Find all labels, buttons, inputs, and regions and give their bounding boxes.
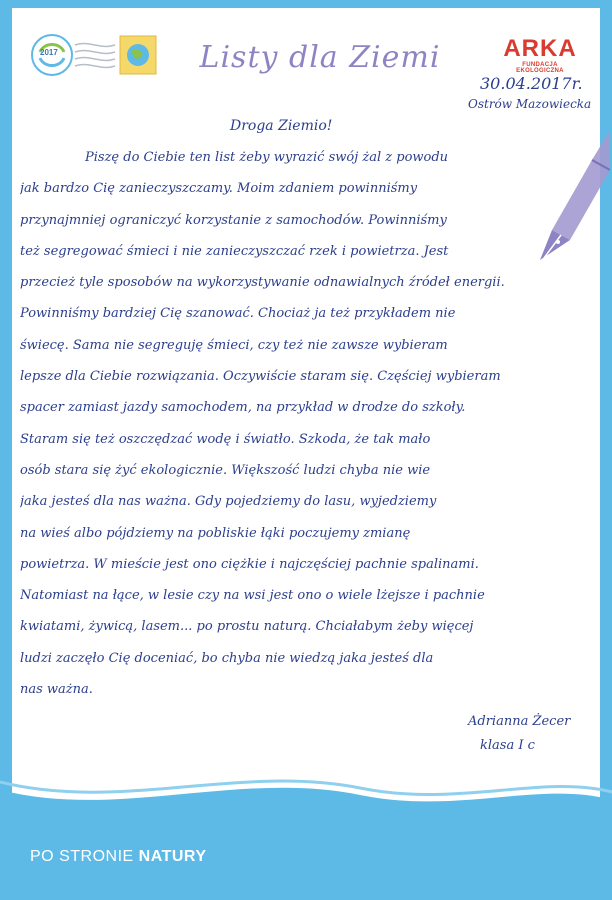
letter-line: Powinniśmy bardziej Cię szanować. Chociaż ja też przykładem nie — [20, 306, 456, 322]
letter-line: nas ważna. — [20, 682, 93, 698]
letter-line: też segregować śmieci i nie zanieczyszczać rzek i powietrza. Jest — [20, 243, 449, 259]
letter-line: powietrza. W mieście jest ono ciężkie i najczęściej pachnie spalinami. — [20, 556, 479, 572]
wave-decoration — [0, 760, 612, 840]
letter-line: Staram się też oszczędzać wodę i światło. Szkoda, że tak mało — [20, 431, 431, 447]
class-label: klasa I c — [480, 738, 535, 753]
letter-line: kwiatami, żywicą, lasem... po prostu naturą. Chciałabym żeby więcej — [20, 619, 474, 635]
letter-line: jak bardzo Cię zanieczyszczamy. Moim zdaniem powinniśmy — [20, 181, 418, 197]
letter-line: spacer zamiast jazdy samochodem, na przykład w drodze do szkoły. — [20, 400, 466, 416]
footer-bold: NATURY — [138, 848, 207, 865]
letter-line: ludzi zaczęło Cię doceniać, bo chyba nie wiedzą jaka jesteś dla — [20, 650, 434, 666]
letter-line: jaka jesteś dla nas ważna. Gdy pojedziemy do lasu, wyjedziemy — [20, 494, 437, 510]
signature: Adrianna Żecer — [468, 714, 571, 729]
letter-body — [20, 142, 575, 705]
footer-prefix: PO STRONIE — [30, 848, 134, 865]
letter-place: Ostrów Mazowiecka — [468, 97, 592, 111]
letter-line: osób stara się żyć ekologicznie. Większość ludzi chyba nie wie — [20, 462, 431, 478]
footer-slogan — [30, 848, 207, 866]
letter-line: na wieś albo pójdziemy na pobliskie łąki poczujemy zmianę — [20, 525, 411, 541]
logo-name: ARKA — [503, 35, 577, 62]
letter-date: 30.04.2017r. — [480, 74, 583, 93]
letter-greeting: Droga Ziemio! — [230, 118, 333, 134]
page-title: Listy dla Ziemi — [199, 40, 441, 75]
letter-line: przynajmniej ograniczyć korzystanie z samochodów. Powinniśmy — [20, 212, 447, 228]
letter-line: przecież tyle sposobów na wykorzystywanie odnawialnych źródeł energii. — [20, 275, 505, 291]
letter-line: lepsze dla Ciebie rozwiązania. Oczywiście staram się. Częściej wybieram — [20, 369, 501, 385]
letter-line: świecę. Sama nie segreguję śmieci, czy też nie zawsze wybieram — [20, 337, 448, 353]
logo-subtitle: FUNDACJA EKOLOGICZNA — [516, 62, 564, 74]
arka-logo — [500, 36, 580, 74]
stamp-year: 2017 — [40, 48, 58, 57]
letter-line: Natomiast na łące, w lesie czy na wsi jest ono o wiele lżejsze i pachnie — [20, 588, 485, 604]
letter-line: Piszę do Ciebie ten list żeby wyrazić swój żal z powodu — [85, 150, 449, 165]
